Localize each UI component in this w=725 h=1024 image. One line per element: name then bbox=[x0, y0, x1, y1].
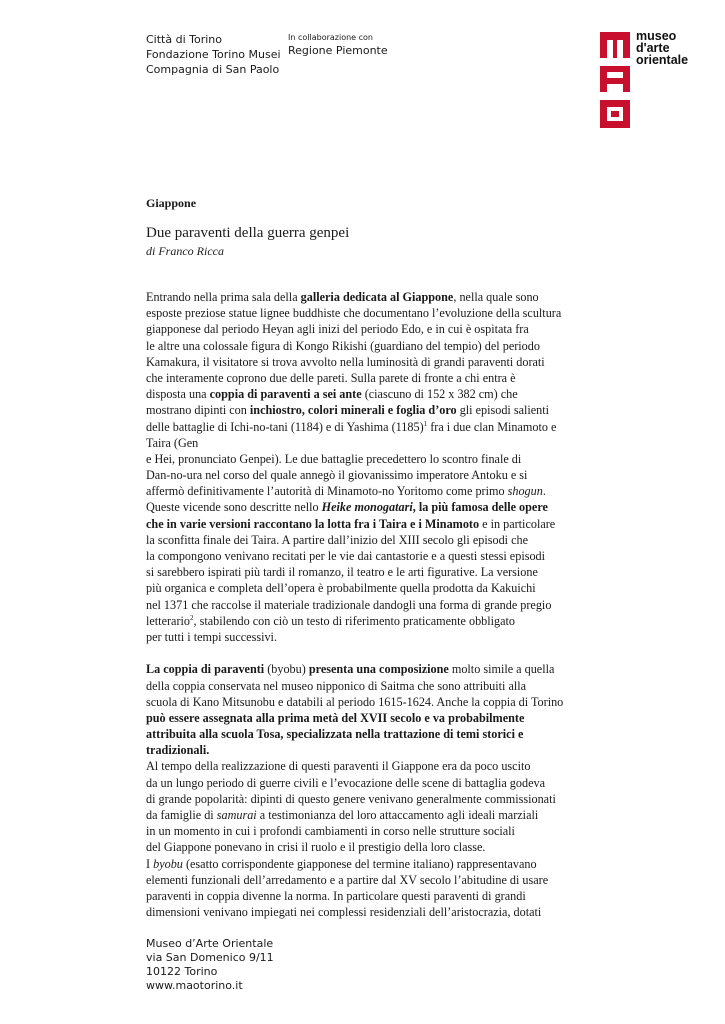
body-line bbox=[146, 775, 582, 791]
body-line bbox=[146, 758, 582, 774]
text-run: e in particolare bbox=[479, 516, 556, 531]
text-run: (ciascuno di 152 x 382 cm) che bbox=[361, 387, 518, 402]
text-run: esposte preziose statue lignee buddhiste che documentano l’evoluzione della scultura bbox=[146, 306, 562, 321]
body-line bbox=[146, 451, 582, 467]
body-line bbox=[146, 742, 582, 758]
paragraph-gap bbox=[146, 645, 582, 661]
text-run: delle battaglie di Ichi-no-tani (1184) e di Yashima (1185) bbox=[146, 419, 424, 434]
body-line bbox=[146, 289, 582, 305]
body-line bbox=[146, 807, 582, 823]
text-run: elementi funzionali dell’arredamento e a partire dal XV secolo l’abitudine di usare bbox=[146, 872, 549, 887]
text-run: la sconfitta finale dei Taira. A partire dall’inizio del XIII secolo gli episodi che bbox=[146, 532, 529, 547]
body-line bbox=[146, 516, 582, 532]
text-run: , stabilendo con ciò un testo di riferimento praticamente obbligato bbox=[193, 613, 516, 628]
body-line bbox=[146, 613, 582, 629]
body-line bbox=[146, 629, 582, 645]
logo-wordmark: museo d'arte orientale bbox=[636, 29, 689, 67]
footer-website-link[interactable]: www.maotorino.it bbox=[146, 979, 243, 992]
article-body bbox=[146, 289, 582, 920]
body-line bbox=[146, 710, 582, 726]
text-run: Queste vicende sono descritte nello bbox=[146, 500, 322, 515]
text-run: si sarebbero ispirati più tardi il romanzo, il teatro e le arti figurative. La versione bbox=[146, 565, 538, 580]
text-run: Taira (Gen bbox=[146, 435, 199, 450]
text-run: e Hei, pronunciato Genpei). Le due battaglie precedettero lo scontro finale di bbox=[146, 451, 522, 466]
body-line bbox=[146, 435, 582, 451]
body-line bbox=[146, 678, 582, 694]
text-run: a testimonianza del loro attaccamento agli ideali marziali bbox=[256, 808, 539, 822]
text-run: di grande popolarità: dipinti di questo genere venivano generalmente commissionati bbox=[146, 791, 556, 806]
footer-line: via San Domenico 9/11 bbox=[146, 951, 274, 964]
text-run: (byobu) bbox=[264, 662, 309, 677]
footer-line: Museo d’Arte Orientale bbox=[146, 937, 274, 950]
body-line bbox=[146, 694, 582, 710]
text-run: in un momento in cui i profondi cambiamenti in corso nelle strutture sociali bbox=[146, 824, 515, 839]
footnote-ref: 2 bbox=[189, 613, 194, 622]
text-run: . bbox=[542, 484, 546, 499]
body-line bbox=[146, 888, 582, 904]
text-run: samurai bbox=[216, 808, 257, 822]
body-line bbox=[146, 532, 582, 548]
text-run: dimensioni venivano impiegati nei complessi residenziali dell’aristocrazia, dotati bbox=[146, 905, 542, 920]
body-line bbox=[146, 791, 582, 807]
body-line bbox=[146, 564, 582, 580]
body-line bbox=[146, 726, 582, 742]
text-run: per tutti i tempi successivi. bbox=[146, 629, 277, 644]
body-line bbox=[146, 321, 582, 337]
text-run: presenta una composizione bbox=[308, 662, 449, 677]
text-run: fra i due clan Minamoto e bbox=[427, 419, 557, 434]
text-run: può essere assegnata alla prima metà del XVII secolo e va probabilmente bbox=[146, 710, 525, 725]
text-run: la compongono venivano recitati per le vie dai cantastorie e a questi stessi episodi bbox=[146, 549, 546, 563]
text-run: scuola di Kano Mitsunobu e databili al periodo 1615-1624. Anche la coppia di Torino bbox=[146, 694, 564, 709]
text-run: shogun bbox=[507, 484, 543, 499]
header-collaboration bbox=[288, 32, 388, 59]
text-run: Kamakura, il visitatore si trova avvolto nella luminosità di grandi paraventi dorati bbox=[146, 354, 545, 369]
text-run: I bbox=[146, 856, 154, 871]
body-line bbox=[146, 904, 582, 920]
footnote-ref: 1 bbox=[423, 419, 428, 428]
text-run: gli episodi salienti bbox=[456, 403, 550, 418]
body-line bbox=[146, 305, 582, 321]
body-line bbox=[146, 402, 582, 418]
text-run: Al tempo della realizzazione di questi paraventi il Giappone era da poco uscito bbox=[146, 759, 531, 774]
text-run: da famiglie di bbox=[146, 808, 217, 822]
text-run: più organica e completa dell’opera è probabilmente quella prodotta da Kakuichi bbox=[146, 581, 536, 596]
text-run: Entrando nella prima sala della bbox=[146, 290, 301, 304]
body-line bbox=[146, 839, 582, 855]
collab-name: Regione Piemonte bbox=[288, 44, 388, 57]
text-run: che in varie versioni raccontano la lotta fra i Taira e i Minamoto bbox=[146, 516, 480, 531]
institution-line: Città di Torino bbox=[146, 33, 222, 46]
collab-label: In collaborazione con bbox=[288, 33, 373, 42]
text-run: nel 1371 che raccolse il materiale tradizionale dandogli una forma di grande pregio bbox=[146, 597, 552, 612]
body-line bbox=[146, 856, 582, 872]
text-run: molto simile a quella bbox=[448, 662, 555, 677]
body-line bbox=[146, 499, 582, 515]
text-run: (esatto corrispondente giapponese del termine italiano) rappresentavano bbox=[182, 856, 537, 871]
body-line bbox=[146, 580, 582, 596]
text-run: mostrano dipinti con bbox=[146, 403, 250, 418]
text-run: affermò definitivamente l’autorità di Minamoto-no Yoritomo come primo bbox=[146, 484, 508, 499]
text-run: La coppia di paraventi bbox=[146, 662, 265, 677]
text-run: paraventi in coppia divenne la norma. In particolare questi paraventi di grandi bbox=[146, 888, 526, 903]
body-line bbox=[146, 823, 582, 839]
text-run: , nella quale sono bbox=[453, 290, 539, 304]
section-label: Giappone bbox=[146, 196, 197, 210]
body-line bbox=[146, 370, 582, 386]
text-run: tradizionali. bbox=[146, 743, 210, 758]
text-run: Dan-no-ura nel corso del quale annegò il giovanissimo imperatore Antoku e si bbox=[146, 468, 528, 483]
text-run: disposta una bbox=[146, 387, 210, 402]
footer-address bbox=[146, 937, 274, 993]
header-institutions bbox=[146, 32, 281, 77]
text-run: galleria dedicata al Giappone bbox=[300, 290, 454, 304]
footer-line: 10122 Torino bbox=[146, 965, 218, 978]
text-run: , la più famosa delle opere bbox=[412, 500, 548, 515]
body-line bbox=[146, 419, 582, 435]
text-run: Heike monogatari bbox=[321, 500, 413, 515]
body-line bbox=[146, 597, 582, 613]
text-run: inchiostro, colori minerali e foglia d’oro bbox=[249, 403, 457, 418]
institution-line: Compagnia di San Paolo bbox=[146, 63, 280, 76]
article-author: di Franco Ricca bbox=[146, 244, 224, 258]
text-run: attribuita alla scuola Tosa, specializzata nella trattazione di temi storici e bbox=[146, 727, 524, 742]
body-line bbox=[146, 338, 582, 354]
text-run: coppia di paraventi a sei ante bbox=[209, 387, 362, 402]
body-line bbox=[146, 661, 582, 677]
text-run: letterario bbox=[146, 613, 190, 628]
mao-logo-icon bbox=[600, 32, 630, 128]
text-run: byobu bbox=[153, 856, 183, 871]
body-line bbox=[146, 483, 582, 499]
institution-line: Fondazione Torino Musei bbox=[146, 48, 281, 61]
body-line bbox=[146, 386, 582, 402]
body-line bbox=[146, 872, 582, 888]
text-run: giapponese dal periodo Heyan agli inizi del periodo Edo, e in cui è ospitata fra bbox=[146, 322, 529, 337]
text-run: della coppia conservata nel museo nipponico di Saitma che sono attribuiti alla bbox=[146, 678, 527, 693]
body-line bbox=[146, 354, 582, 370]
text-run: che interamente coprono due delle pareti. Sulla parete di fronte a chi entra è bbox=[146, 370, 516, 385]
body-line bbox=[146, 548, 582, 564]
text-run: le altre una colossale figura di Kongo Rikishi (guardiano del tempio) del periodo bbox=[146, 338, 540, 353]
body-line bbox=[146, 467, 582, 483]
text-run: del Giappone ponevano in crisi il ruolo e il prestigio della loro classe. bbox=[146, 840, 486, 855]
text-run: da un lungo periodo di guerre civili e l’evocazione delle scene di battaglia godeva bbox=[146, 775, 545, 790]
article-title: Due paraventi della guerra genpei bbox=[146, 225, 350, 241]
